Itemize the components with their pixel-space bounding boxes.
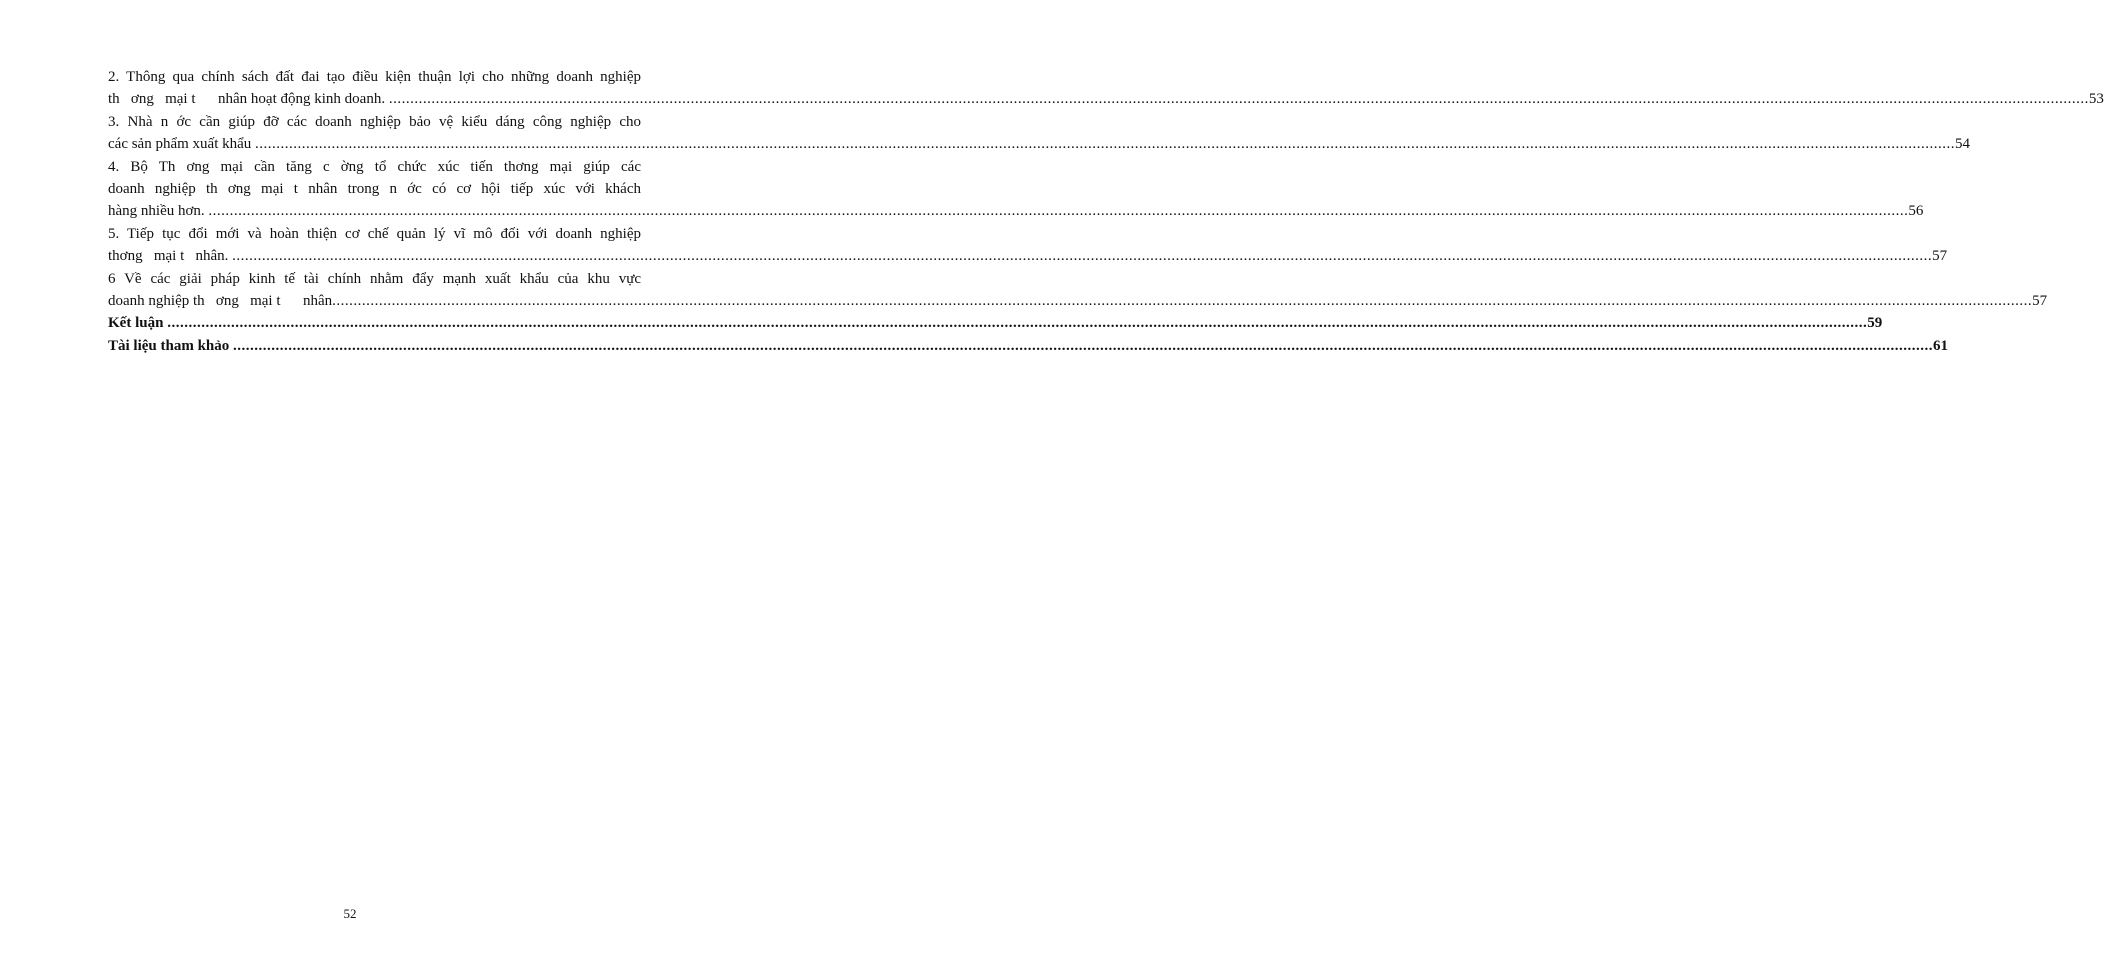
toc-entry-last-line [108,290,2048,312]
toc-page-number: 57 [2032,293,2048,310]
page-number: 52 [343,906,357,921]
table-of-contents [108,66,2104,357]
toc-entry [108,312,1883,334]
toc-entry-last-line [108,88,2104,110]
toc-leader-dots: ................................................................................................................................................................................................................................................................................................................................................................................................................ [167,315,1868,332]
toc-entry-text: các sản phẩm xuất khẩu [108,136,256,153]
toc-entry-text: hàng nhiều hơn. [108,203,209,220]
toc-entry-text: 4. Bộ Th ơng mại cần tăng c ờng tổ chức xúc tiến thơng mại giúp các [108,158,641,175]
toc-entry-text: 5. Tiếp tục đổi mới và hoàn thiện cơ chế quản lý vĩ mô đối với doanh nghiệp [108,225,641,242]
toc-entry-text: 3. Nhà n ớc cần giúp đỡ các doanh nghiệp bảo vệ kiểu dáng công nghiệp cho [108,113,641,130]
toc-leader-dots: ................................................................................................................................................................................................................................................................................................................................................................................................................ [233,337,1934,354]
toc-leader-dots: ................................................................................................................................................................................................................................................................................................................................................................................................................ [255,136,1956,153]
toc-page-number: 56 [1908,203,1924,220]
toc-entry [108,268,2048,313]
toc-entry-text: Kết luận [108,315,168,332]
toc-leader-dots: ................................................................................................................................................................................................................................................................................................................................................................................................................ [332,293,2033,310]
toc-page-number: 61 [1933,337,1949,354]
toc-entry-last-line [108,200,1924,222]
toc-entry-last-line [108,312,1883,334]
toc-entry-text: Tài liệu tham khảo [108,337,234,354]
toc-entry-last-line [108,245,1948,267]
toc-leader-dots: ................................................................................................................................................................................................................................................................................................................................................................................................................ [388,91,2089,108]
toc-entry-text: 2. Thông qua chính sách đất đai tạo điều kiện thuận lợi cho những doanh nghiệp [108,69,641,85]
toc-entry [108,223,1948,268]
toc-entry-text: doanh nghiệp th ơng mại t nhân [108,293,333,310]
toc-page-number: 54 [1955,136,1971,153]
toc-entry-last-line [108,335,1949,357]
toc-entry [108,66,2104,111]
toc-leader-dots: ................................................................................................................................................................................................................................................................................................................................................................................................................ [232,248,1933,265]
toc-entry-text: doanh nghiệp th ơng mại t nhân trong n ớc có cơ hội tiếp xúc với khách [108,181,641,198]
toc-leader-dots: ................................................................................................................................................................................................................................................................................................................................................................................................................ [208,203,1909,220]
toc-entry-text: thơng mại t nhân. [108,248,233,265]
toc-entry-last-line [108,133,1971,155]
toc-entry [108,156,1924,223]
toc-entry [108,111,1971,156]
toc-page-number: 57 [1932,248,1948,265]
toc-page-number: 59 [1867,315,1883,332]
toc-entry-text: 6 Về các giải pháp kinh tế tài chính nhằm đẩy mạnh xuất khẩu của khu vực [108,270,641,287]
toc-entry-text: th ơng mại t nhân hoạt động kinh doanh. [108,91,389,108]
toc-entry [108,335,1949,357]
toc-page-number: 53 [2088,91,2104,108]
